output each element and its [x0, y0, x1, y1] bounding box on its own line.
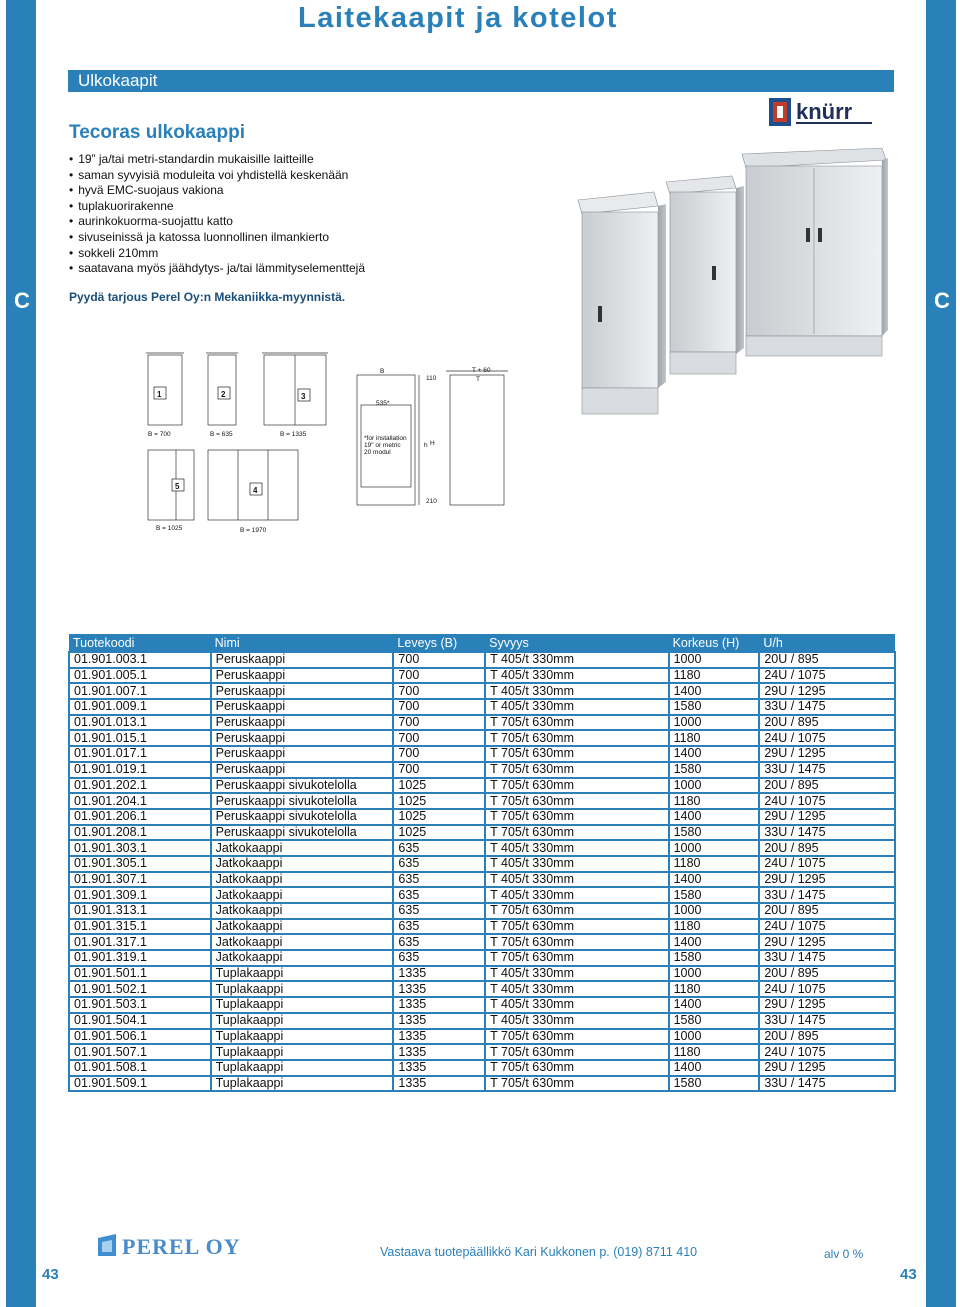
- side-bar-left: [6, 0, 36, 1307]
- section-letter-left: C: [14, 288, 30, 313]
- table-cell: 1335: [393, 1029, 485, 1045]
- table-row: [69, 887, 895, 903]
- page-title: Laitekaapit ja kotelot: [298, 2, 618, 34]
- table-cell: 01.901.019.1: [69, 762, 211, 778]
- table-cell: 1180: [669, 981, 760, 997]
- table-cell: 1180: [669, 856, 760, 872]
- dimension-label: H: [430, 440, 435, 447]
- table-cell: 01.901.309.1: [69, 887, 211, 903]
- table-row: [69, 997, 895, 1013]
- table-cell: 1335: [393, 1044, 485, 1060]
- feature-item: • sivuseinissä ja katossa luonnollinen ilmankierto: [69, 230, 365, 246]
- feature-item: • 19” ja/tai metri-standardin mukaisille laitteille: [69, 152, 365, 168]
- table-cell: 1400: [669, 872, 760, 888]
- table-cell: 20U / 895: [759, 778, 895, 794]
- table-cell: Jatkokaappi: [211, 919, 394, 935]
- table-cell: T 705/t 630mm: [485, 1029, 668, 1045]
- table-cell: Tuplakaappi: [211, 966, 394, 982]
- table-cell: 700: [393, 699, 485, 715]
- table-cell: 33U / 1475: [759, 950, 895, 966]
- table-cell: T 405/t 330mm: [485, 840, 668, 856]
- table-row: [69, 793, 895, 809]
- drawing-note: 19" or metric: [364, 442, 401, 449]
- table-cell: 24U / 1075: [759, 856, 895, 872]
- section-title: Ulkokaapit: [78, 71, 158, 90]
- table-cell: Peruskaappi: [211, 762, 394, 778]
- table-cell: 635: [393, 872, 485, 888]
- table-cell: 635: [393, 934, 485, 950]
- table-cell: 20U / 895: [759, 840, 895, 856]
- table-cell: 20U / 895: [759, 966, 895, 982]
- table-cell: 700: [393, 730, 485, 746]
- table-cell: T 705/t 630mm: [485, 1076, 668, 1092]
- table-row: [69, 840, 895, 856]
- table-cell: T 705/t 630mm: [485, 903, 668, 919]
- table-cell: 33U / 1475: [759, 887, 895, 903]
- table-cell: T 405/t 330mm: [485, 683, 668, 699]
- table-cell: 01.901.208.1: [69, 825, 211, 841]
- table-cell: 24U / 1075: [759, 1044, 895, 1060]
- table-cell: T 705/t 630mm: [485, 778, 668, 794]
- table-cell: Peruskaappi: [211, 715, 394, 731]
- dimension-label: 535*: [376, 400, 390, 407]
- page-number-left: 43: [42, 1266, 59, 1283]
- table-cell: 24U / 1075: [759, 919, 895, 935]
- table-cell: Jatkokaappi: [211, 887, 394, 903]
- knurr-logo-text: knürr: [796, 99, 853, 124]
- table-cell: 1335: [393, 1076, 485, 1092]
- drawing-width-label: B = 1335: [280, 431, 307, 438]
- table-body: [69, 652, 895, 1091]
- table-cell: 01.901.313.1: [69, 903, 211, 919]
- product-table: [68, 634, 896, 1092]
- feature-item: • sokkeli 210mm: [69, 246, 365, 262]
- table-cell: 1335: [393, 1060, 485, 1076]
- table-cell: 29U / 1295: [759, 997, 895, 1013]
- table-cell: 635: [393, 887, 485, 903]
- table-cell: 700: [393, 715, 485, 731]
- table-cell: T 705/t 630mm: [485, 715, 668, 731]
- table-cell: T 705/t 630mm: [485, 1044, 668, 1060]
- table-cell: Peruskaappi: [211, 683, 394, 699]
- table-cell: 1400: [669, 746, 760, 762]
- table-row: [69, 856, 895, 872]
- table-cell: 1400: [669, 997, 760, 1013]
- table-cell: 29U / 1295: [759, 746, 895, 762]
- table-cell: Peruskaappi: [211, 730, 394, 746]
- table-cell: 01.901.509.1: [69, 1076, 211, 1092]
- table-cell: 24U / 1075: [759, 793, 895, 809]
- table-cell: T 405/t 330mm: [485, 1013, 668, 1029]
- table-cell: 1180: [669, 668, 760, 684]
- table-cell: 29U / 1295: [759, 934, 895, 950]
- table-cell: 01.901.204.1: [69, 793, 211, 809]
- table-cell: Tuplakaappi: [211, 1076, 394, 1092]
- table-cell: 1335: [393, 981, 485, 997]
- table-cell: 635: [393, 950, 485, 966]
- table-row: [69, 825, 895, 841]
- drawing-number-label: 3: [301, 392, 306, 401]
- table-cell: T 705/t 630mm: [485, 825, 668, 841]
- table-cell: 01.901.508.1: [69, 1060, 211, 1076]
- table-row: [69, 683, 895, 699]
- table-row: [69, 715, 895, 731]
- table-cell: 635: [393, 919, 485, 935]
- drawing-number-label: 1: [157, 390, 162, 399]
- table-cell: 1000: [669, 903, 760, 919]
- table-cell: T 705/t 630mm: [485, 730, 668, 746]
- table-cell: T 705/t 630mm: [485, 934, 668, 950]
- table-cell: Jatkokaappi: [211, 872, 394, 888]
- table-cell: Peruskaappi sivukotelolla: [211, 825, 394, 841]
- table-row: [69, 919, 895, 935]
- table-cell: T 405/t 330mm: [485, 699, 668, 715]
- table-cell: 700: [393, 652, 485, 668]
- column-header: Korkeus (H): [669, 634, 760, 652]
- table-row: [69, 762, 895, 778]
- table-cell: 01.901.504.1: [69, 1013, 211, 1029]
- table-cell: 1400: [669, 1060, 760, 1076]
- table-cell: 1400: [669, 934, 760, 950]
- product-heading: Tecoras ulkokaappi: [69, 122, 245, 143]
- table-cell: Tuplakaappi: [211, 997, 394, 1013]
- table-cell: T 405/t 330mm: [485, 997, 668, 1013]
- column-header: Nimi: [211, 634, 394, 652]
- table-cell: 01.901.003.1: [69, 652, 211, 668]
- table-cell: 635: [393, 840, 485, 856]
- table-cell: 20U / 895: [759, 715, 895, 731]
- table-cell: Peruskaappi sivukotelolla: [211, 793, 394, 809]
- table-row: [69, 652, 895, 668]
- feature-item: • hyvä EMC-suojaus vakiona: [69, 183, 365, 199]
- table-cell: T 405/t 330mm: [485, 856, 668, 872]
- table-cell: 1180: [669, 793, 760, 809]
- table-cell: 24U / 1075: [759, 668, 895, 684]
- table-cell: 01.901.307.1: [69, 872, 211, 888]
- section-band: [68, 70, 894, 92]
- table-cell: Peruskaappi: [211, 699, 394, 715]
- dimension-label: 210: [426, 498, 437, 505]
- table-cell: Tuplakaappi: [211, 1044, 394, 1060]
- table-cell: 1000: [669, 778, 760, 794]
- dimension-label: B: [380, 368, 385, 375]
- dimension-label: 110: [426, 375, 437, 382]
- table-cell: 01.901.013.1: [69, 715, 211, 731]
- table-cell: 29U / 1295: [759, 1060, 895, 1076]
- table-cell: Jatkokaappi: [211, 903, 394, 919]
- table-cell: 700: [393, 683, 485, 699]
- table-cell: T 705/t 630mm: [485, 762, 668, 778]
- feature-list: [69, 152, 365, 277]
- table-cell: T 705/t 630mm: [485, 746, 668, 762]
- side-bar-right: [926, 0, 956, 1307]
- table-cell: Jatkokaappi: [211, 856, 394, 872]
- drawing-width-label: B = 700: [148, 431, 171, 438]
- table-cell: Peruskaappi: [211, 668, 394, 684]
- drawing-number-label: 2: [221, 390, 226, 399]
- table-cell: T 405/t 330mm: [485, 652, 668, 668]
- feature-item: • tuplakuorirakenne: [69, 199, 365, 215]
- table-cell: 1000: [669, 652, 760, 668]
- column-header: Tuotekoodi: [69, 634, 211, 652]
- table-cell: 01.901.317.1: [69, 934, 211, 950]
- table-cell: 33U / 1475: [759, 1076, 895, 1092]
- table-cell: 01.901.507.1: [69, 1044, 211, 1060]
- column-header: Leveys (B): [393, 634, 485, 652]
- contact-line: Vastaava tuotepäällikkö Kari Kukkonen p. (019) 8711 410: [380, 1245, 698, 1259]
- table-row: [69, 950, 895, 966]
- table-cell: 01.901.017.1: [69, 746, 211, 762]
- table-cell: 01.901.305.1: [69, 856, 211, 872]
- table-cell: Jatkokaappi: [211, 950, 394, 966]
- feature-item: • saman syvyisiä moduleita voi yhdistellä keskenään: [69, 168, 365, 184]
- table-cell: 1000: [669, 1029, 760, 1045]
- table-cell: 1580: [669, 762, 760, 778]
- table-cell: Tuplakaappi: [211, 1029, 394, 1045]
- table-cell: 01.901.303.1: [69, 840, 211, 856]
- table-cell: T 705/t 630mm: [485, 919, 668, 935]
- drawing-note: 20 modul: [364, 449, 391, 456]
- table-cell: 01.901.015.1: [69, 730, 211, 746]
- table-cell: 635: [393, 856, 485, 872]
- table-cell: 29U / 1295: [759, 809, 895, 825]
- table-cell: Jatkokaappi: [211, 840, 394, 856]
- table-cell: Peruskaappi sivukotelolla: [211, 778, 394, 794]
- drawing-number-label: 5: [175, 482, 180, 491]
- table-cell: 01.901.206.1: [69, 809, 211, 825]
- table-cell: 1580: [669, 699, 760, 715]
- table-header-row: [69, 634, 895, 652]
- table-cell: 01.901.319.1: [69, 950, 211, 966]
- table-cell: 1580: [669, 825, 760, 841]
- column-header: U/h: [759, 634, 895, 652]
- table-cell: 01.901.502.1: [69, 981, 211, 997]
- table-cell: Jatkokaappi: [211, 934, 394, 950]
- table-cell: T 705/t 630mm: [485, 809, 668, 825]
- table-cell: 20U / 895: [759, 903, 895, 919]
- table-cell: 01.901.202.1: [69, 778, 211, 794]
- cabinet-photo: [574, 142, 894, 442]
- table-row: [69, 746, 895, 762]
- table-cell: T 405/t 330mm: [485, 981, 668, 997]
- table-cell: T 705/t 630mm: [485, 950, 668, 966]
- table-cell: 1400: [669, 809, 760, 825]
- table-cell: 1025: [393, 825, 485, 841]
- perel-logo-text: PEREL OY: [122, 1234, 241, 1259]
- table-cell: 1580: [669, 887, 760, 903]
- table-cell: 01.901.007.1: [69, 683, 211, 699]
- drawing-width-label: B = 1025: [156, 525, 183, 532]
- section-letter-right: C: [934, 288, 950, 313]
- table-cell: 1025: [393, 809, 485, 825]
- table-cell: 1025: [393, 793, 485, 809]
- table-cell: 29U / 1295: [759, 872, 895, 888]
- table-cell: 700: [393, 762, 485, 778]
- feature-item: • saatavana myös jäähdytys- ja/tai lämmityselementtejä: [69, 261, 365, 277]
- table-row: [69, 966, 895, 982]
- table-row: [69, 903, 895, 919]
- table-cell: Tuplakaappi: [211, 1013, 394, 1029]
- table-cell: 1180: [669, 1044, 760, 1060]
- table-cell: 1000: [669, 840, 760, 856]
- table-row: [69, 809, 895, 825]
- table-cell: 01.901.009.1: [69, 699, 211, 715]
- table-cell: 01.901.506.1: [69, 1029, 211, 1045]
- table-cell: Peruskaappi sivukotelolla: [211, 809, 394, 825]
- table-row: [69, 699, 895, 715]
- drawing-width-label: B = 635: [210, 431, 233, 438]
- table-cell: 1580: [669, 1076, 760, 1092]
- dimension-label: h: [424, 442, 428, 449]
- table-cell: 1025: [393, 778, 485, 794]
- vat-note: alv 0 %: [824, 1247, 864, 1261]
- table-cell: 1000: [669, 966, 760, 982]
- table-cell: 29U / 1295: [759, 683, 895, 699]
- feature-item: • aurinkokuorma-suojattu katto: [69, 214, 365, 230]
- table-cell: 33U / 1475: [759, 825, 895, 841]
- table-cell: 1000: [669, 715, 760, 731]
- table-row: [69, 1013, 895, 1029]
- table-cell: 20U / 895: [759, 1029, 895, 1045]
- offer-note: Pyydä tarjous Perel Oy:n Mekaniikka-myynnistä.: [69, 290, 346, 304]
- table-row: [69, 981, 895, 997]
- table-row: [69, 668, 895, 684]
- table-cell: 635: [393, 903, 485, 919]
- dimension-drawings: [140, 345, 530, 540]
- table-cell: 01.901.005.1: [69, 668, 211, 684]
- page-number-right: 43: [900, 1266, 917, 1283]
- table-row: [69, 730, 895, 746]
- drawing-number-label: 4: [253, 486, 258, 495]
- table-cell: Tuplakaappi: [211, 1060, 394, 1076]
- table-cell: T 405/t 330mm: [485, 668, 668, 684]
- table-cell: Peruskaappi: [211, 652, 394, 668]
- column-header: Syvyys: [485, 634, 668, 652]
- table-cell: 01.901.315.1: [69, 919, 211, 935]
- table-cell: T 405/t 330mm: [485, 966, 668, 982]
- table-row: [69, 1044, 895, 1060]
- table-cell: 01.901.503.1: [69, 997, 211, 1013]
- table-cell: 33U / 1475: [759, 762, 895, 778]
- drawing-width-label: B = 1970: [240, 527, 267, 534]
- table-row: [69, 1029, 895, 1045]
- table-row: [69, 778, 895, 794]
- table-cell: Tuplakaappi: [211, 981, 394, 997]
- table-row: [69, 1060, 895, 1076]
- knurr-logo: [768, 96, 876, 128]
- table-cell: 1335: [393, 966, 485, 982]
- perel-logo: [96, 1232, 266, 1260]
- table-cell: 1335: [393, 1013, 485, 1029]
- table-cell: 20U / 895: [759, 652, 895, 668]
- table-cell: 33U / 1475: [759, 699, 895, 715]
- table-cell: 01.901.501.1: [69, 966, 211, 982]
- table-cell: T 405/t 330mm: [485, 872, 668, 888]
- drawing-note: *for installation: [364, 435, 407, 442]
- table-row: [69, 1076, 895, 1092]
- table-row: [69, 934, 895, 950]
- table-cell: 24U / 1075: [759, 730, 895, 746]
- table-cell: 1180: [669, 919, 760, 935]
- dimension-label: T + 60: [472, 367, 491, 374]
- table-cell: T 405/t 330mm: [485, 887, 668, 903]
- table-cell: 1580: [669, 950, 760, 966]
- table-cell: 1180: [669, 730, 760, 746]
- table-cell: Peruskaappi: [211, 746, 394, 762]
- table-cell: 700: [393, 746, 485, 762]
- dimension-label: T: [476, 376, 480, 383]
- table-cell: 24U / 1075: [759, 981, 895, 997]
- table-cell: 1580: [669, 1013, 760, 1029]
- table-cell: 1400: [669, 683, 760, 699]
- table-cell: 33U / 1475: [759, 1013, 895, 1029]
- table-row: [69, 872, 895, 888]
- table-cell: T 705/t 630mm: [485, 1060, 668, 1076]
- table-cell: T 705/t 630mm: [485, 793, 668, 809]
- table-cell: 1335: [393, 997, 485, 1013]
- table-cell: 700: [393, 668, 485, 684]
